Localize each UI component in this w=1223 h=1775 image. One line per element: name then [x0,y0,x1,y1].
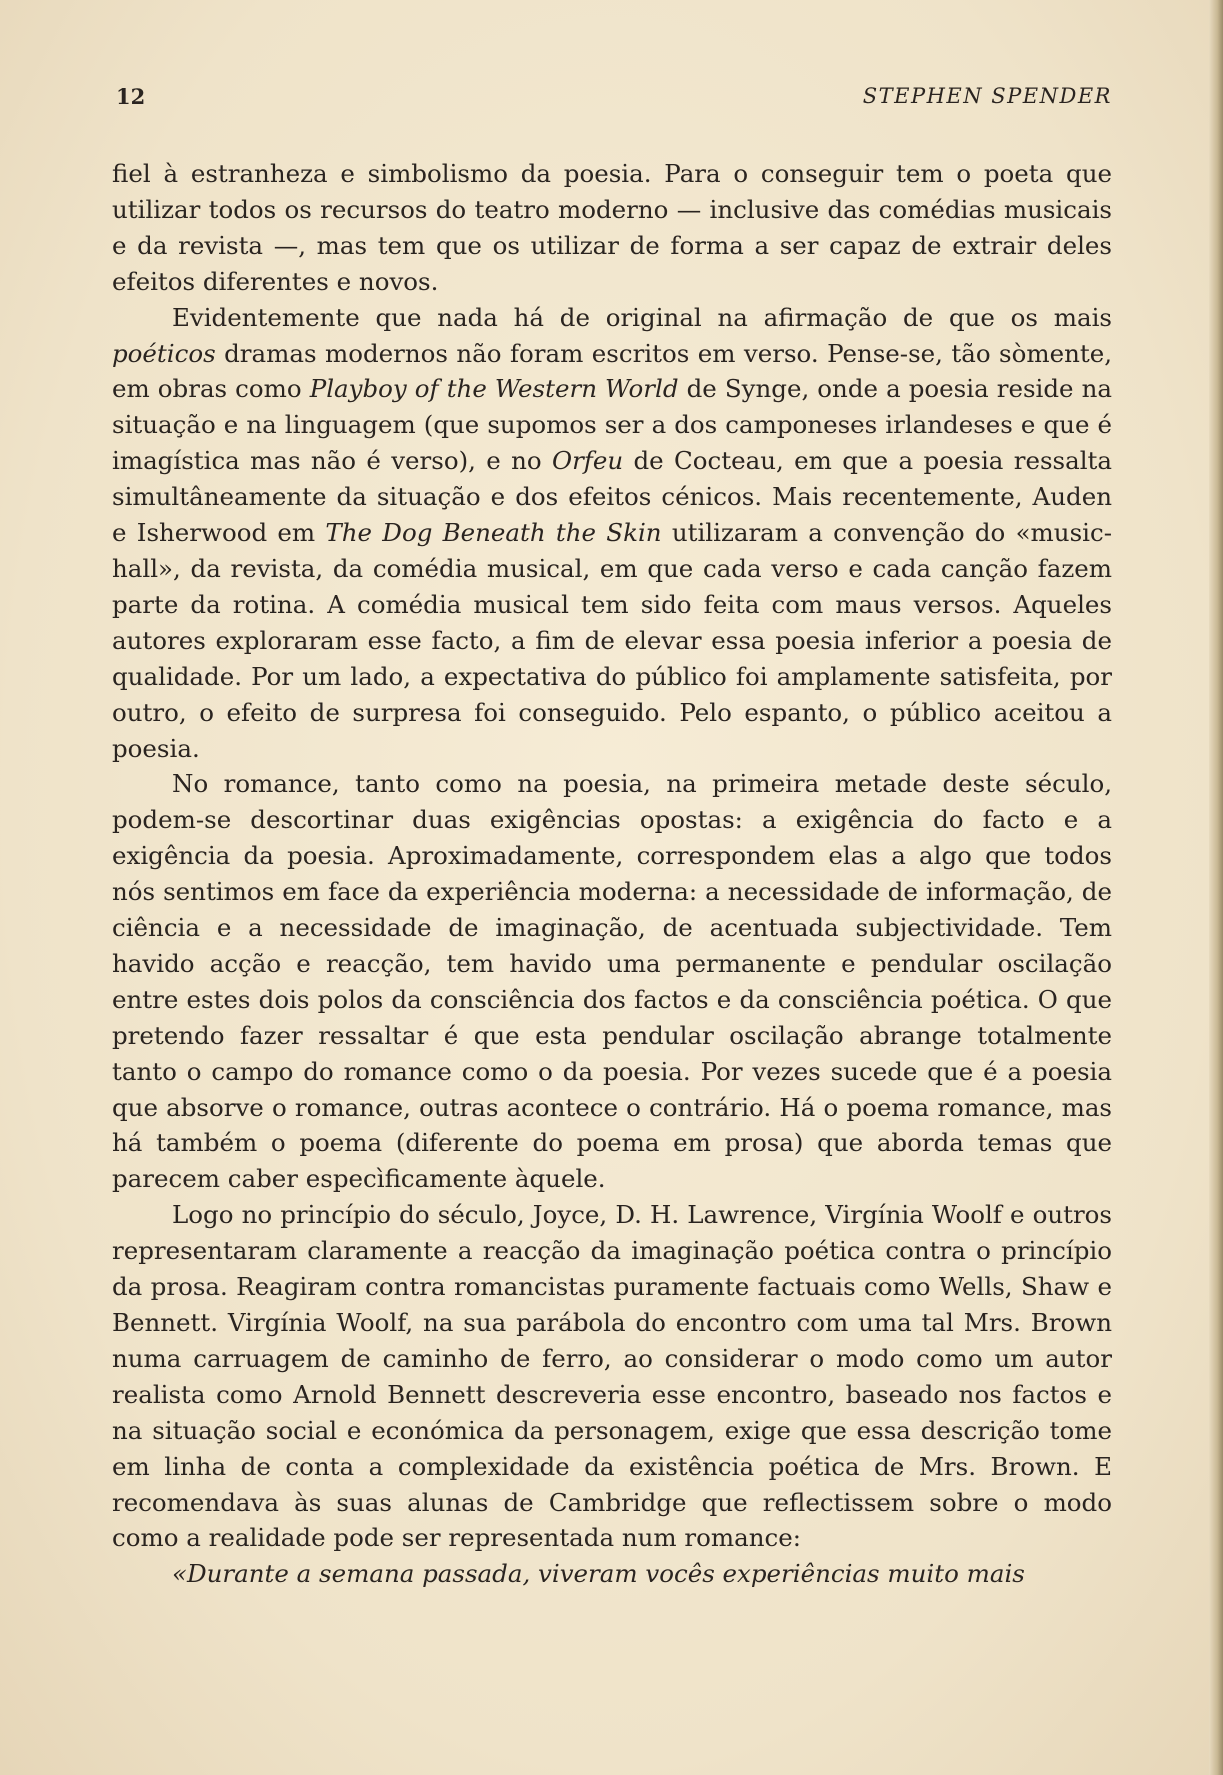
paragraph-3: No romance, tanto como na poesia, na primeira metade deste século, podem-se descortinar duas exigências opostas: a exigência do facto e a exigência da poesia. Aproximadamente, correspondem elas a algo que todos nós sentimos em face da experiência moderna: a necessidade de informação, de ciência e a necessidade de imaginação, de acentuada subjectividade. Tem havido acção e reacção, tem havido uma permanente e pendular oscilação entre estes dois polos da consciência dos factos e da consciência poética. O que pretendo fazer ressaltar é que esta pendular oscilação abrange totalmente tanto o campo do romance como o da poesia. Por vezes sucede que é a poesia que absorve o romance, outras acontece o contrário. Há o poema romance, mas há também o poema (diferente do poema em prosa) que aborda temas que parecem caber especìficamente àquele. [112,769,1112,1194]
italic-term: poéticos [112,338,216,368]
paragraph-2-text: de Synge, onde a poesia reside na situação e na linguagem (que supomos ser a dos camponeses irlandeses e que é imagística mas não é verso), e no [112,374,1113,476]
work-title: Playboy of the Western World [309,374,679,404]
work-title: Orfeu [552,446,624,476]
paragraph-4: Logo no princípio do século, Joyce, D. H. Lawrence, Virgínia Woolf e outros representaram claramente a reacção da imaginação poética contra o princípio da prosa. Reagiram contra romancistas puramente factuais como Wells, Shaw e Bennett. Virgínia Woolf, na sua parábola do encontro com uma tal Mrs. Brown numa carruagem de caminho de ferro, ao considerar o modo como um autor realista como Arnold Bennett descreveria esse encontro, baseado nos factos e na situação social e económica da personagem, exige que essa descrição tome em linha de conta a complexidade da existência poética de Mrs. Brown. E recomendava às suas alunas de Cambridge que reflectissem sobre o modo como a realidade pode ser representada num romance: [112,1200,1112,1553]
paragraph-1: fiel à estranheza e simbolismo da poesia. Para o conseguir tem o poeta que utilizar todos os recursos do teatro moderno — inclusive das comédias musicais e da revista —, mas tem que os utilizar de forma a ser capaz de extrair deles efeitos diferentes e novos. [112,159,1112,296]
page-number: 12 [116,84,146,109]
paragraph-2-text: de Cocteau, em que a poesia ressalta simultâneamente da situação e dos efeitos cénicos. Mais recentemente, Auden e Isherwood em [112,446,1112,548]
running-head [116,84,1112,114]
running-title: STEPHEN SPENDER [862,84,1112,108]
paragraph-2-text: Evidentemente que nada há de original na afirmação de que os mais [172,302,1112,332]
page-edge-shadow [1209,0,1223,1775]
paragraph-2 [112,300,1112,767]
body-text [112,156,1112,1592]
paragraph-2-text: utilizaram a convenção do «music-hall», da revista, da comédia musical, em que cada verso e cada canção fazem parte da rotina. A comédia musical tem sido feita com maus versos. Aqueles autores exploraram esse facto, a fim de elevar essa poesia inferior a poesia de qualidade. Por um lado, a expectativa do público foi amplamente satisfeita, por outro, o efeito de surpresa foi conseguido. Pelo espanto, o público aceitou a poesia. [112,518,1112,763]
paragraph-2-text: dramas modernos não foram escritos em verso. Pense-se, tão sòmente, em obras como [112,338,1112,404]
quotation-start: «Durante a semana passada, viveram vocês experiências muito mais [172,1559,1025,1589]
work-title: The Dog Beneath the Skin [325,518,662,548]
